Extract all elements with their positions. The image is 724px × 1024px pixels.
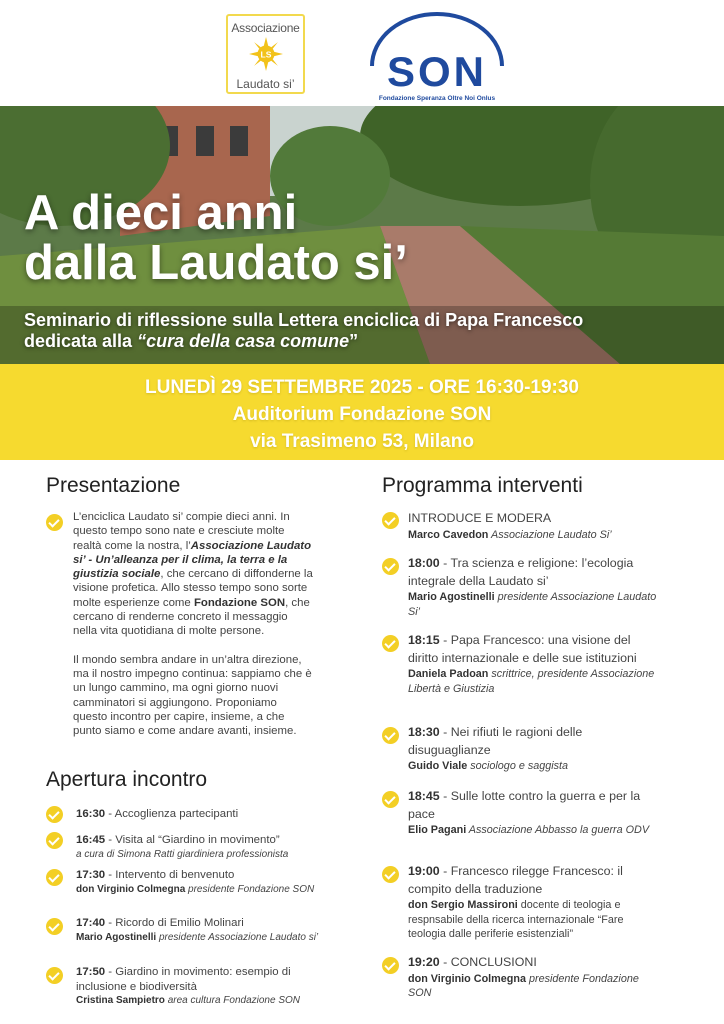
item-speaker <box>408 528 658 543</box>
check-icon <box>382 635 399 652</box>
speaker-name: Mario Agostinelli <box>408 591 495 603</box>
speaker-name: don Virginio Colmegna <box>76 883 186 895</box>
item-time: 17:30 <box>76 869 106 881</box>
speaker-role: Associazione Abbasso la guerra ODV <box>466 824 650 836</box>
item-text: - CONCLUSIONI <box>439 955 537 969</box>
item-time: 16:45 <box>76 834 106 846</box>
speaker-name: Cristina Sampietro <box>76 995 165 1006</box>
subtitle-suffix: ” <box>349 331 359 351</box>
presentazione-text <box>73 510 313 738</box>
programma-title: Programma interventi <box>382 474 583 497</box>
presentazione-title: Presentazione <box>46 474 181 497</box>
header-logos <box>0 0 724 106</box>
apertura-item <box>76 807 326 822</box>
speaker-name: Guido Viale <box>408 760 468 772</box>
programma-item <box>408 510 658 542</box>
check-icon <box>382 957 399 974</box>
programma-item <box>408 863 658 942</box>
subtitle-prefix: dedicata alla <box>24 331 138 351</box>
check-icon <box>46 832 63 849</box>
programma-item <box>408 632 658 696</box>
item-time: 18:00 <box>408 556 440 570</box>
programma-item <box>408 724 658 774</box>
item-speaker <box>408 898 658 942</box>
p1-part-c: , che cercano di diffonderne la visione profetica. Allo stesso tempo sono sorte molte esperienze come <box>73 568 313 609</box>
hero-subtitle-line2 <box>24 331 583 352</box>
check-icon <box>46 918 63 935</box>
apertura-item <box>76 916 326 944</box>
check-icon <box>382 791 399 808</box>
speaker-role: scrittrice, presidente Associazione Libertà e Giustizia <box>408 668 655 695</box>
apertura-item <box>76 965 326 1007</box>
item-time: 18:45 <box>408 789 440 803</box>
hero-subtitle-line1: Seminario di riflessione sulla Lettera enciclica di Papa Francesco <box>24 310 584 330</box>
item-text: - Sulle lotte contro la guerra e per la pace <box>408 789 641 821</box>
check-icon <box>46 806 63 823</box>
speaker-role: area cultura Fondazione SON <box>164 995 300 1006</box>
programma-item <box>408 788 658 838</box>
speaker-name: don Sergio Massironi <box>408 899 518 911</box>
speaker-role: docente di teologia e respnsabile della ricerca internazionale “Fare teologia dalle periferie esistenziali” <box>408 899 624 940</box>
apertura-item <box>76 833 326 861</box>
item-time: 17:50 <box>76 966 106 978</box>
item-speaker <box>408 759 658 774</box>
presentazione-p2: Il mondo sembra andare in un’altra direzione, ma il nostro impegno continua: sappiamo che è un lungo cammino, ma ogni giorno nuovi camminatori si aggiungono. Proponiamo questo incontro per capire, insieme, a che punto siamo e come andare avanti, insieme. <box>73 653 312 738</box>
check-icon <box>46 514 63 531</box>
item-time: 19:00 <box>408 864 440 878</box>
programma-item <box>408 555 658 619</box>
speaker-name: Elio Pagani <box>408 824 467 836</box>
fondazione-son-logo <box>364 10 510 102</box>
speaker-name: Marco Cavedon <box>408 528 489 541</box>
item-speaker <box>408 590 658 619</box>
check-icon <box>46 967 63 984</box>
item-note-text: a cura di Simona Ratti giardiniera professionista <box>76 848 289 860</box>
p1-part-d: Fondazione SON <box>193 596 286 609</box>
item-text: INTRODUCE E MODERA <box>408 511 552 525</box>
item-time: 18:15 <box>408 633 440 647</box>
hero-banner <box>0 106 724 364</box>
item-text: - Visita al “Giardino in movimento” <box>105 834 280 846</box>
subtitle-em: “cura della casa comune <box>137 331 350 351</box>
associazione-laudato-si-logo <box>226 14 305 94</box>
item-speaker <box>76 931 326 944</box>
event-venue: Auditorium Fondazione SON <box>232 404 492 425</box>
item-speaker <box>76 994 326 1007</box>
speaker-role: Associazione Laudato Si’ <box>488 528 612 541</box>
check-icon <box>382 558 399 575</box>
presentazione-p1 <box>73 510 313 639</box>
son-wordmark: SON <box>386 48 487 95</box>
item-speaker <box>408 823 658 838</box>
check-icon <box>382 727 399 744</box>
sun-icon <box>249 37 283 71</box>
apertura-item <box>76 868 326 896</box>
item-text: - Accoglienza partecipanti <box>105 808 239 820</box>
item-text: - Francesco rilegge Francesco: il compito della traduzione <box>408 864 623 896</box>
item-text: - Tra scienza e religione: l’ecologia integrale della Laudato si’ <box>408 556 634 588</box>
logo-assoc-line1: Associazione <box>231 21 300 35</box>
event-address: via Trasimeno 53, Milano <box>250 431 474 452</box>
apertura-title: Apertura incontro <box>46 768 208 791</box>
check-icon <box>382 866 399 883</box>
event-info-band <box>0 364 724 460</box>
speaker-role: presidente Associazione Laudato si’ <box>156 931 319 943</box>
item-time: 16:30 <box>76 808 106 820</box>
p1-part-a: L’enciclica Laudato si’ compie dieci anni. In questo tempo sono nate e cresciute molte realtà come la nostra, l’ <box>73 511 290 552</box>
programma-item <box>408 954 658 1001</box>
item-text: - Giardino in movimento: esempio di inclusione e biodiversità <box>76 966 291 993</box>
son-subtitle: Fondazione Speranza Oltre Noi Onlus <box>378 95 496 102</box>
hero-title <box>24 188 408 288</box>
event-date: LUNEDÌ 29 SETTEMBRE 2025 - ORE 16:30-19:30 <box>145 377 579 398</box>
check-icon <box>46 869 63 886</box>
speaker-role: presidente Fondazione SON <box>408 972 639 999</box>
speaker-role: presidente Fondazione SON <box>185 883 315 895</box>
item-speaker <box>408 972 658 1001</box>
speaker-name: don Virginio Colmegna <box>408 972 526 985</box>
item-speaker <box>408 667 658 696</box>
item-text: - Ricordo di Emilio Molinari <box>105 917 244 929</box>
speaker-name: Daniela Padoan <box>408 668 489 680</box>
check-icon <box>382 512 399 529</box>
speaker-role: presidente Associazione Laudato Si’ <box>408 591 657 618</box>
speaker-name: Mario Agostinelli <box>76 931 157 943</box>
hero-subtitle <box>24 310 583 352</box>
p1-part-e: , che cercano di renderne concreto il messaggio nella vita quotidiana di molte persone. <box>73 596 310 638</box>
p1-part-b: Associazione Laudato si’ - Un’alleanza per il clima, la terra e la giustizia sociale <box>73 539 312 581</box>
hero-title-line1: A dieci anni <box>24 186 298 240</box>
item-note <box>76 848 326 861</box>
item-speaker <box>76 883 326 896</box>
item-text: - Papa Francesco: una visione del diritto internazionale e delle sue istituzioni <box>408 633 637 665</box>
hero-title-line2: dalla Laudato si’ <box>24 236 408 290</box>
speaker-role: sociologo e saggista <box>467 760 569 772</box>
item-time: 18:30 <box>408 725 440 739</box>
item-time: 19:20 <box>408 955 440 969</box>
logo-assoc-badge: LS <box>260 49 271 60</box>
item-text: - Nei rifiuti le ragioni delle disuguaglianze <box>408 725 583 757</box>
logo-assoc-line2: Laudato si’ <box>236 77 295 91</box>
item-time: 17:40 <box>76 917 106 929</box>
item-text: - Intervento di benvenuto <box>105 869 235 881</box>
